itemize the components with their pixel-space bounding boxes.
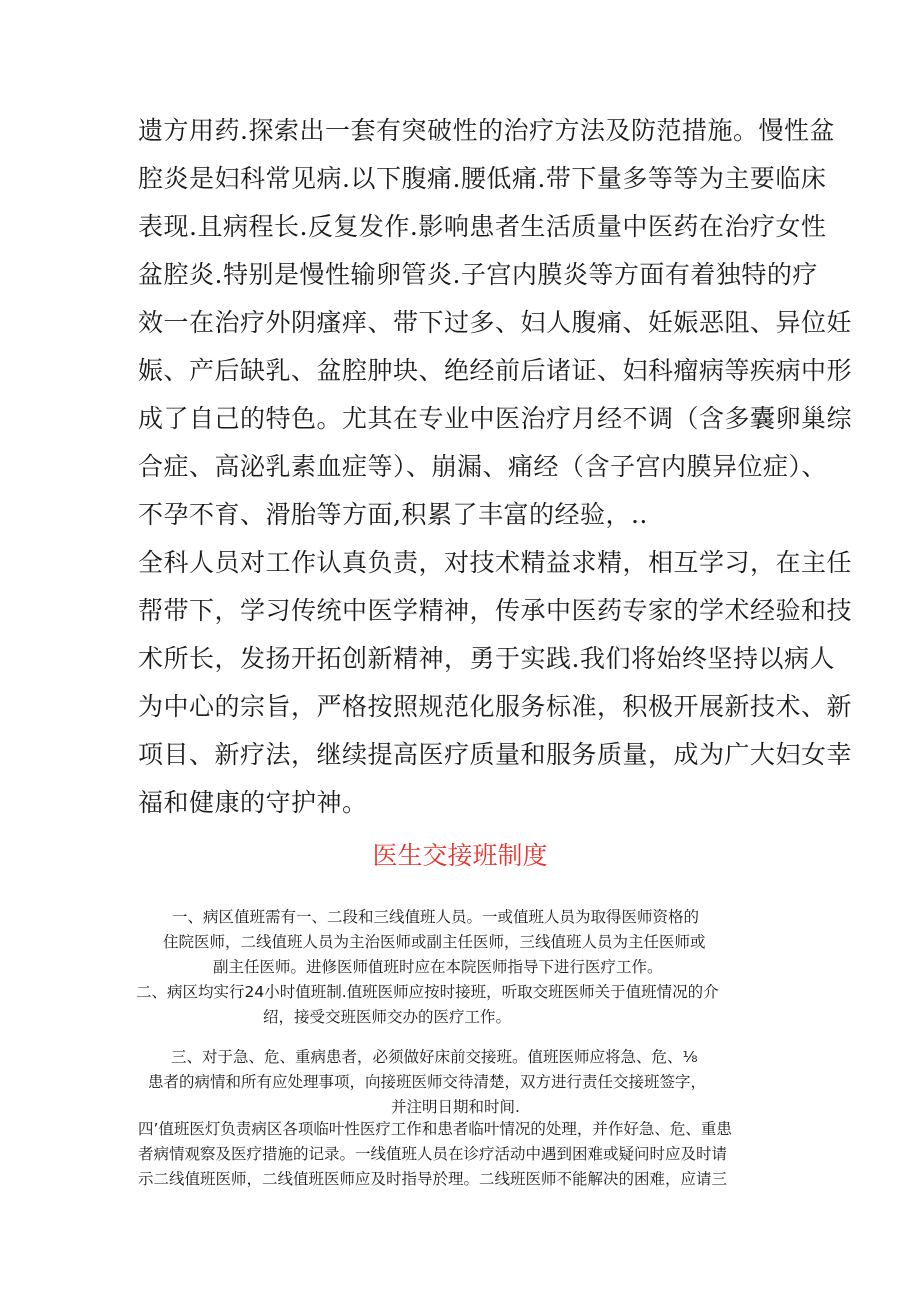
rule-line: 患者的病情和所有应处理事项，向接班医师交待清楚，双方进行责任交接班签字，: [148, 1073, 707, 1091]
rule-1: [0, 905, 920, 985]
body-paragraph-1: [138, 100, 853, 540]
text-line: 帮带下，学习传统中医学精神，传承中医药专家的学术经验和技: [138, 596, 853, 625]
rule-4: [0, 1117, 920, 1197]
text-line: 腔炎是妇科常见病.以下腹痛.腰低痛.带下量多等等为主要临床: [138, 164, 827, 193]
text-line: 遗方用药.探索出一套有突破性的治疗方法及防范措施。慢性盆: [138, 116, 835, 145]
text-line: 盆腔炎.特别是慢性输卵管炎.子宫内膜炎等方面有着独特的疗: [138, 260, 818, 289]
rule-line: 住院医师，二线值班人员为主治医师或副主任医师，三线值班人员为主任医师或: [163, 933, 706, 951]
text-line: 全科人员对工作认真负责，对技术精益求精，相互学习，在主任: [138, 548, 853, 577]
rule-line: 并注明日期和时间.: [391, 1098, 520, 1116]
rule-line: 者病情观察及医疗措施的记录。一线值班人员在诊疗活动中遇到困难或疑问时应及时请: [138, 1145, 728, 1163]
rule-line: 绍，接受交班医师交办的医疗工作。: [263, 1008, 512, 1026]
rule-2: [0, 980, 920, 1035]
text-line: 合症、高泌乳素血症等）、崩漏、痛经（含子宫内膜异位症）、: [138, 452, 828, 481]
text-line: 成了自己的特色。尤其在专业中医治疗月经不调（含多囊卵巢综: [138, 404, 853, 433]
rule-line: 一、病区值班需有一、二段和三线值班人员。一或值班人员为取得医师资格的: [172, 908, 700, 926]
text-line: 项目、新疗法，继续提高医疗质量和服务质量，成为广大妇女幸: [138, 740, 853, 769]
rule-3: [0, 1045, 920, 1125]
rule-line: 二、病区均实行24小时值班制.值班医师应按时接班，听取交班医师关于值班情况的介: [136, 983, 719, 1001]
text-line: 娠、产后缺乳、盆腔肿块、绝经前后诸证、妇科瘤病等疾病中形: [138, 356, 853, 385]
text-line: 效一在治疗外阴瘙痒、带下过多、妇人腹痛、妊娠恶阻、异位妊: [138, 308, 853, 337]
text-line: 术所长，发扬开拓创新精神，勇于实践.我们将始终坚持以病人: [138, 644, 835, 673]
rule-line: 副主任医师。进修医师值班时应在本院医师指导下进行医疗工作。: [213, 958, 663, 976]
text-line: 福和健康的守护神。: [138, 788, 368, 817]
text-line: 为中心的宗旨，严格按照规范化服务标准，积极开展新技术、新: [138, 692, 853, 721]
rule-line: 三、对于急、危、重病患者，必须做好床前交接班。值班医师应将急、危、⅛: [171, 1048, 698, 1066]
text-line: 不孕不育、滑胎等方面,积累了丰富的经验，..: [138, 500, 648, 529]
rule-line: 示二线值班医师，二线值班医师应及时指导於理。二线班医师不能解决的困难，应请三: [138, 1170, 728, 1188]
section-title: 医生交接班制度: [372, 841, 548, 870]
body-paragraph-2: [138, 546, 853, 826]
text-line: 表现.且病程长.反复发作.影响患者生活质量中医药在治疗女性: [138, 212, 827, 241]
rule-line: 四’值班医灯负责病区各项临叶性医疗工作和患者临叶情况的处理，并作好急、危、重患: [138, 1120, 732, 1138]
